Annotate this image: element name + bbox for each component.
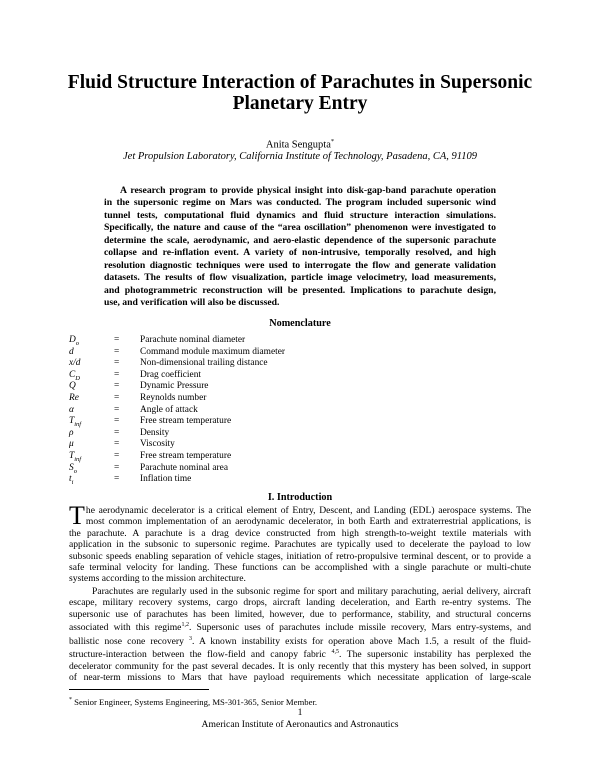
abstract-line: collapse and re-inflation event. A variety of non-intrusive, temporally resolved, and high	[104, 247, 496, 259]
abstract-line: A research program to provide physical insight into disk-gap-band parachute operation	[120, 185, 496, 196]
nomenclature-equals: =	[114, 439, 120, 450]
nomenclature-row	[69, 474, 469, 486]
paper-title	[60, 72, 540, 114]
nomenclature-row	[69, 393, 469, 405]
nomenclature-row	[69, 416, 469, 428]
symbol-base: Re	[69, 392, 79, 403]
symbol-base: d	[69, 346, 74, 357]
footnote-text: Senior Engineer, Systems Engineering, MS-301-365, Senior Member.	[74, 697, 318, 707]
body-text: . A known instability exists for operation above Mach 1.5, a result of the fluid-	[191, 635, 531, 647]
paper-title-line: Planetary Entry	[232, 93, 368, 114]
nomenclature-equals: =	[114, 392, 120, 403]
body-line	[69, 647, 531, 661]
paper-title-line: Fluid Structure Interaction of Parachutes in Supersonic	[67, 72, 533, 93]
footnote-rule	[69, 689, 209, 690]
body-line: supersonic use of parachutes has been limited, however, due to performance, stability, and structural concerns	[69, 608, 531, 620]
body-line: most common implementation of an aerodynamic decelerator, in both Earth and extraterrestrial applications, is	[85, 516, 531, 528]
nomenclature-row	[69, 347, 469, 359]
symbol-base: T	[69, 450, 75, 461]
affiliation: Jet Propulsion Laboratory, California Institute of Technology, Pasadena, CA, 91109	[123, 151, 477, 162]
body-text: ballistic nose cone recovery	[69, 635, 184, 647]
nomenclature-equals: =	[114, 335, 120, 345]
nomenclature-definition: Dynamic Pressure	[140, 381, 209, 392]
nomenclature-list	[69, 335, 469, 486]
footnote-mark: *	[69, 697, 72, 704]
nomenclature-equals: =	[114, 358, 120, 369]
nomenclature-row	[69, 439, 469, 451]
nomenclature-equals: =	[114, 381, 120, 392]
nomenclature-symbol	[69, 381, 76, 393]
nomenclature-row	[69, 358, 469, 370]
footnote	[69, 697, 317, 707]
symbol-base: D	[69, 335, 76, 345]
nomenclature-symbol	[69, 439, 74, 451]
body-line	[69, 620, 531, 634]
nomenclature-definition: Command module maximum diameter	[140, 346, 286, 357]
body-line: subsonic speeds enabling separation of vehicle stages, initiation of retro-propulsive terminal descent, or to provide a	[69, 550, 531, 562]
abstract-line: use, and verification will also be discussed.	[104, 297, 280, 309]
nomenclature-equals: =	[114, 346, 120, 357]
section-heading-introduction: I. Introduction	[267, 492, 333, 503]
symbol-base: t	[69, 474, 72, 485]
introduction-body	[69, 501, 531, 684]
nomenclature-equals: =	[114, 416, 120, 427]
nomenclature-definition: Drag coefficient	[140, 369, 201, 380]
symbol-base: ρ	[69, 427, 74, 438]
abstract-line: in the supersonic regime on Mars was conducted. The program included supersonic wind	[104, 197, 496, 209]
author	[60, 138, 540, 151]
symbol-base: α	[69, 404, 74, 415]
symbol-base: C	[69, 369, 76, 380]
nomenclature-definition: Inflation time	[140, 474, 192, 485]
body-text: associated with this regime	[69, 622, 182, 634]
body-line: safe terminal velocity for landing. These functions can be accomplished with a single parachute or multi-chute	[69, 562, 531, 574]
nomenclature-definition: Non-dimensional trailing distance	[140, 358, 268, 369]
citation: 3	[188, 635, 192, 642]
nomenclature-definition: Reynolds number	[140, 392, 207, 403]
page-number: 1	[297, 707, 303, 718]
nomenclature-definition: Viscosity	[140, 439, 175, 450]
body-line: escape, military recovery systems, cargo drops, aircraft landing deceleration, and Earth re-entry systems. The	[69, 597, 531, 609]
nomenclature-row	[69, 335, 469, 347]
symbol-base: x/d	[69, 358, 81, 369]
intro-paragraph-2	[69, 586, 531, 684]
nomenclature-row	[69, 370, 469, 382]
symbol-subscript: inf	[74, 421, 82, 429]
body-line: systems according to the mission architecture.	[69, 573, 246, 585]
abstract-line: resolution diagnostic techniques were used to interrogate the flow and generate validation	[104, 259, 496, 271]
nomenclature-row	[69, 463, 469, 475]
nomenclature-row	[69, 428, 469, 440]
nomenclature-symbol	[69, 393, 79, 405]
organization-footer: American Institute of Aeronautics and Astronautics	[201, 719, 399, 730]
abstract-line: tunnel tests, computational fluid dynamics and fluid structure interaction simulations.	[104, 209, 496, 221]
body-text: structure-interaction between the flow-field and canopy fabric	[69, 649, 326, 661]
nomenclature-equals: =	[114, 450, 120, 461]
body-line: the parachute. A parachute is a drag device constructed from high strength-to-weight textile materials with	[69, 527, 531, 539]
nomenclature-definition: Density	[140, 427, 170, 438]
citation: 1,2	[181, 622, 189, 629]
intro-paragraph-1	[69, 501, 531, 585]
drop-cap: T	[69, 501, 85, 530]
abstract	[104, 185, 496, 310]
body-text: . Supersonic uses of parachutes include missile recovery, Mars entry-systems, and	[188, 622, 531, 634]
abstract-line: datasets. The results of flow visualization, particle image velocimetry, load measurements,	[104, 272, 496, 284]
symbol-base: S	[69, 462, 74, 473]
symbol-base: μ	[69, 439, 74, 450]
body-line: of near-term missions to Mars that have payload requirements which necessitate application of large-scale	[69, 672, 531, 684]
nomenclature-symbol	[69, 474, 73, 488]
body-line: application in the subsonic to supersonic regime. Parachutes are typically used to decelerate the payload to low	[69, 539, 531, 551]
nomenclature-symbol	[69, 347, 74, 359]
abstract-line: determine the scale, aerodynamic, and aero-elastic dependence of the supersonic parachute	[104, 234, 496, 246]
nomenclature-row	[69, 381, 469, 393]
nomenclature-definition: Free stream temperature	[140, 416, 232, 427]
citation: 4,5	[331, 649, 339, 656]
nomenclature-symbol	[69, 405, 74, 417]
symbol-subscript: o	[75, 339, 80, 347]
abstract-line: and photogrammetric reconstruction will be presented. Implications to parachute design,	[104, 284, 496, 296]
symbol-subscript: i	[71, 479, 74, 486]
nomenclature-equals: =	[114, 427, 120, 438]
nomenclature-equals: =	[114, 404, 120, 415]
nomenclature-symbol	[69, 358, 80, 370]
nomenclature-definition: Parachute nominal diameter	[140, 335, 246, 345]
symbol-subscript: inf	[74, 455, 82, 463]
abstract-line: Specifically, the nature and cause of the “area oscillation” phenomenon were investigated to	[104, 222, 496, 234]
body-line: decelerator community for the past several decades. It is only recently that this mystery has been solved, in support	[69, 660, 531, 672]
nomenclature-definition: Parachute nominal area	[140, 462, 228, 473]
nomenclature-equals: =	[114, 462, 120, 473]
nomenclature-definition: Free stream temperature	[140, 450, 232, 461]
nomenclature-row	[69, 451, 469, 463]
nomenclature-definition: Angle of attack	[140, 404, 198, 415]
nomenclature-equals: =	[114, 369, 120, 380]
symbol-base: Q	[69, 381, 76, 392]
author-footnote-mark: *	[330, 138, 335, 145]
body-text: . The supersonic instability has perplexed the	[338, 649, 531, 661]
nomenclature-heading: Nomenclature	[269, 318, 331, 329]
author-name: Anita Sengupta	[265, 139, 331, 151]
nomenclature-equals: =	[114, 474, 120, 485]
symbol-subscript: D	[75, 374, 80, 382]
nomenclature-symbol	[69, 428, 74, 440]
symbol-subscript: o	[73, 467, 77, 475]
symbol-base: T	[69, 416, 75, 427]
body-line: Parachutes are regularly used in the subsonic regime for sport and military parachuting, aerial delivery, aircraft	[92, 585, 531, 597]
body-line	[69, 634, 531, 648]
body-line: he aerodynamic decelerator is a critical element of Entry, Descent, and Landing (EDL) aerospace systems. The	[85, 505, 531, 516]
nomenclature-row	[69, 405, 469, 417]
